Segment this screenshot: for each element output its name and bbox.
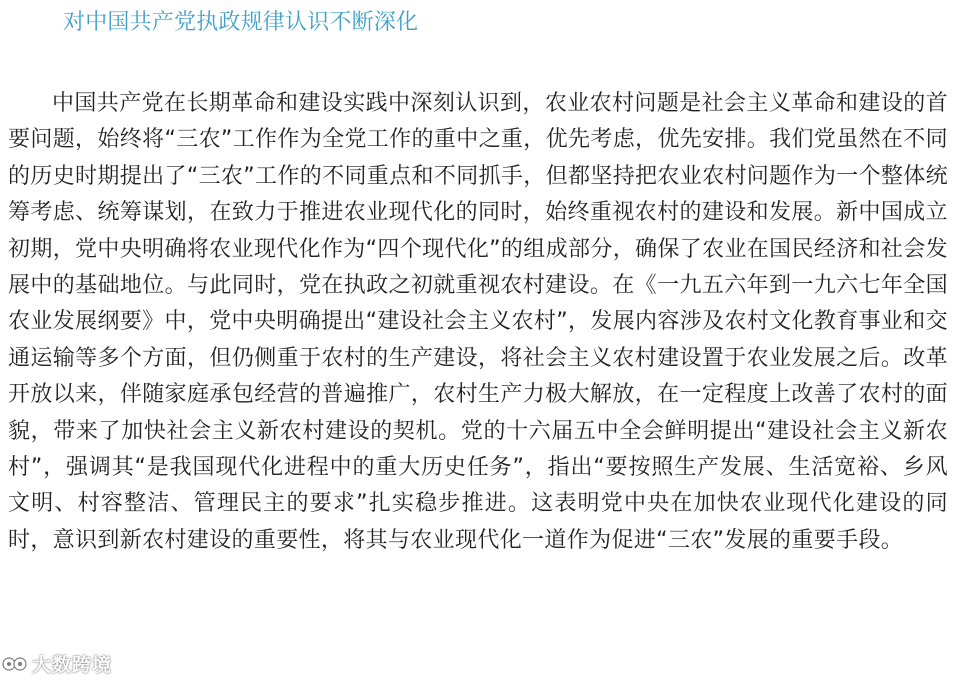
watermark-text: 大数跨境 [32,654,113,676]
article-paragraph: 中国共产党在长期革命和建设实践中深刻认识到，农业农村问题是社会主义革命和建设的首要问题，始终将“三农”工作作为全党工作的重中之重，优先考虑，优先安排。我们党虽然在不同的历史时期提出了“三农”工作的不同重点和不同抓手，但都坚持把农业农村问题作为一个整体统筹考虑、统筹谋划，在致力于推进农业现代化的同时，始终重视农村的建设和发展。新中国成立初期，党中央明确将农业现代化作为“四个现代化”的组成部分，确保了农业在国民经济和社会发展中的基础地位。与此同时，党在执政之初就重视农村建设。在《一九五六年到一九六七年全国农业发展纲要》中，党中央明确提出“建设社会主义农村”，发展内容涉及农村文化教育事业和交通运输等多个方面，但仍侧重于农村的生产建设，将社会主义农村建设置于农业发展之后。改革开放以来，伴随家庭承包经营的普遍推广，农村生产力极大解放，在一定程度上改善了农村的面貌，带来了加快社会主义新农村建设的契机。党的十六届五中全会鲜明提出“建设社会主义新农村”，强调其“是我国现代化进程中的重大历史任务”，指出“要按照生产发展、生活宽裕、乡风文明、村容整洁、管理民主的要求”扎实稳步推进。这表明党中央在加快农业现代化建设的同时，意识到新农村建设的重要性，将其与农业现代化一道作为促进“三农”发展的重要手段。 [8,91,948,553]
watermark [2,650,112,677]
article-heading: 对中国共产党执政规律认识不断深化 [63,10,419,35]
brand-logo-icon [2,653,28,675]
